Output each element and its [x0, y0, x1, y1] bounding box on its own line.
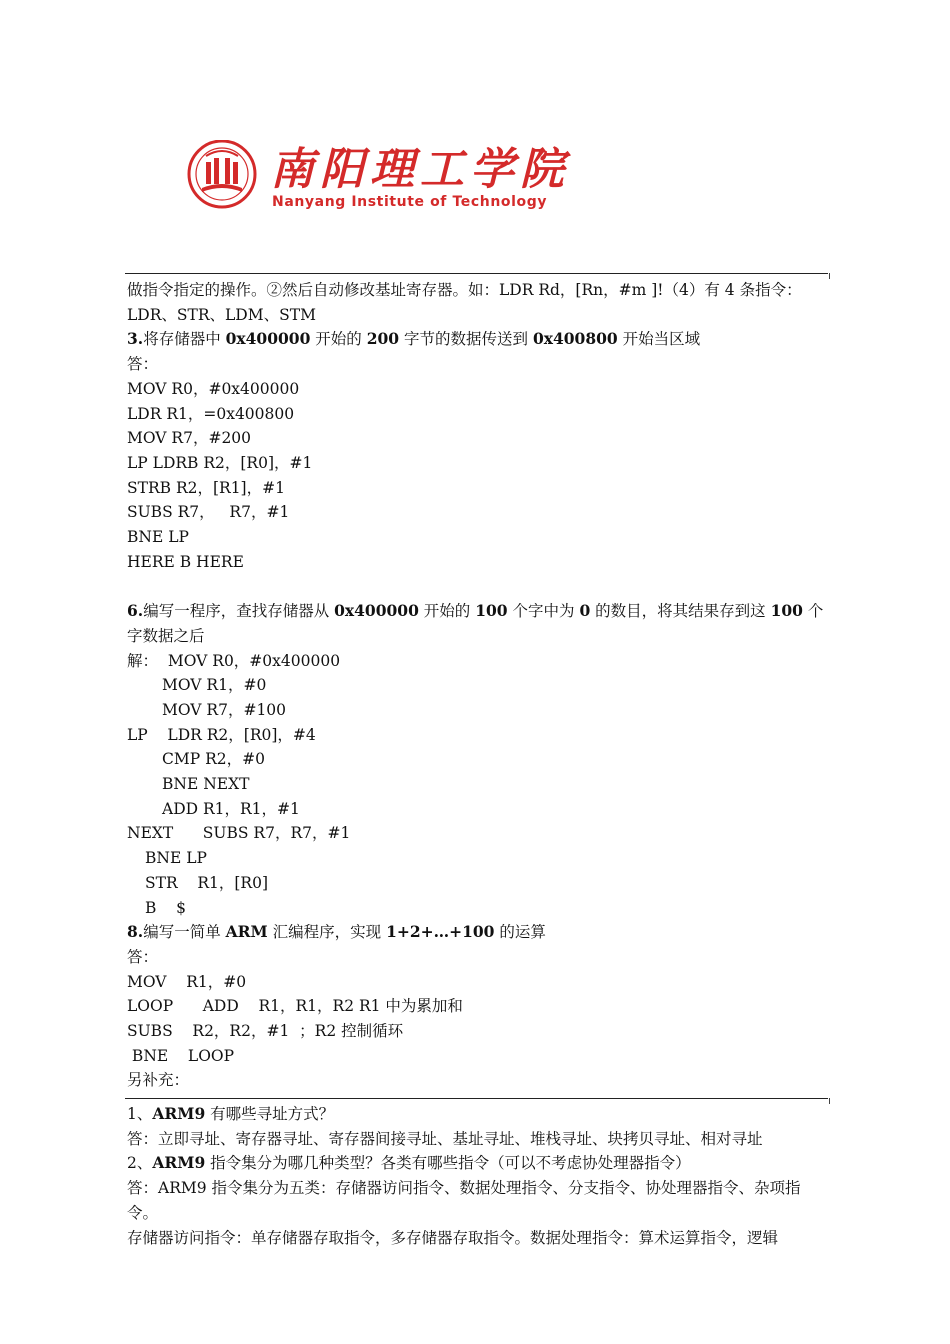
code-line: MOV R0，#0x400000 [127, 379, 300, 398]
code-line: MOV R7，#200 [127, 429, 252, 448]
code-line: HERE B HERE [127, 552, 244, 571]
supplement-answer-1: 答：立即寻址、寄存器寻址、寄存器间接寻址、基址寻址、堆栈寻址、块拷贝寻址、相对寻址 [127, 1129, 763, 1148]
logo-chinese-text: 南阳理工学院 [270, 144, 570, 195]
code-line: STR R1，[R0] [145, 873, 268, 892]
code-line: MOV R1，#0 [162, 676, 267, 695]
logo-english-text: Nanyang Institute of Technology [272, 194, 548, 210]
code-line: BNE LOOP [127, 1046, 235, 1065]
code-line: BNE LP [127, 528, 189, 547]
code-line: 解： MOV R0，#0x400000 [127, 651, 341, 670]
code-line: BNE NEXT [162, 775, 250, 794]
code-line: BNE LP [145, 849, 207, 868]
code-line: NEXT SUBS R7，R7，#1 [127, 824, 351, 843]
logo-graphic [186, 140, 576, 212]
code-line: LDR R1，=0x400800 [127, 404, 295, 423]
code-line: ADD R1，R1，#1 [162, 799, 300, 818]
seal-icon [189, 141, 255, 207]
code-line: STRB R2，[R1]，#1 [127, 478, 285, 497]
text-line: LDR、STR、LDM、STM [127, 305, 316, 324]
code-line: LP LDR R2，[R0]，#4 [127, 725, 316, 744]
code-line: LOOP ADD R1，R1，R2 R1 中为累加和 [127, 997, 463, 1016]
header-rule [125, 273, 828, 274]
school-logo [186, 140, 576, 212]
supplement-body [127, 1102, 827, 1250]
code-line: MOV R7，#100 [162, 700, 287, 719]
code-line: LP LDRB R2，[R0]，#1 [127, 453, 313, 472]
text-line: 做指令指定的操作。②然后自动修改基址寄存器。如：LDR Rd，[Rn，#m ]!（4）有 4 条指令： [127, 281, 802, 299]
section-rule [125, 1098, 828, 1099]
question-8: 8.编写一简单 ARM 汇编程序，实现 1+2+…+100 的运算 [127, 922, 546, 942]
answer-label: 答： [127, 947, 159, 966]
code-line: CMP R2，#0 [162, 750, 265, 769]
code-line: MOV R1，#0 [127, 972, 247, 991]
supplement-answer-2-more: 存储器访问指令：单存储器存取指令，多存储器存取指令。数据处理指令：算术运算指令，逻辑 [127, 1228, 779, 1247]
blank-line [127, 574, 827, 599]
supplement-question-1: 1、ARM9 有哪些寻址方式？ [127, 1104, 335, 1123]
code-line: B $ [145, 898, 186, 917]
supplement-label: 另补充： [127, 1071, 190, 1090]
code-line: SUBS R7， R7，#1 [127, 503, 290, 522]
supplement-question-2: 2、ARM9 指令集分为哪几种类型？各类有哪些指令（可以不考虑协处理器指令） [127, 1153, 691, 1173]
document-body [127, 278, 827, 1093]
question-3: 3.将存储器中 0x400000 开始的 200 字节的数据传送到 0x400800 开始当区域 [127, 329, 701, 349]
code-line: SUBS R2，R2，#1 ；R2 控制循环 [127, 1022, 404, 1041]
supplement-answer-2: 答：ARM9 指令集分为五类：存储器访问指令、数据处理指令、分支指令、协处理器指令、杂项指令。 [127, 1179, 801, 1222]
answer-label: 答： [127, 355, 159, 374]
question-6: 6.编写一程序，查找存储器从 0x400000 开始的 100 个字中为 0 的数目，将其结果存到这 100 个字数据之后 [127, 601, 824, 645]
